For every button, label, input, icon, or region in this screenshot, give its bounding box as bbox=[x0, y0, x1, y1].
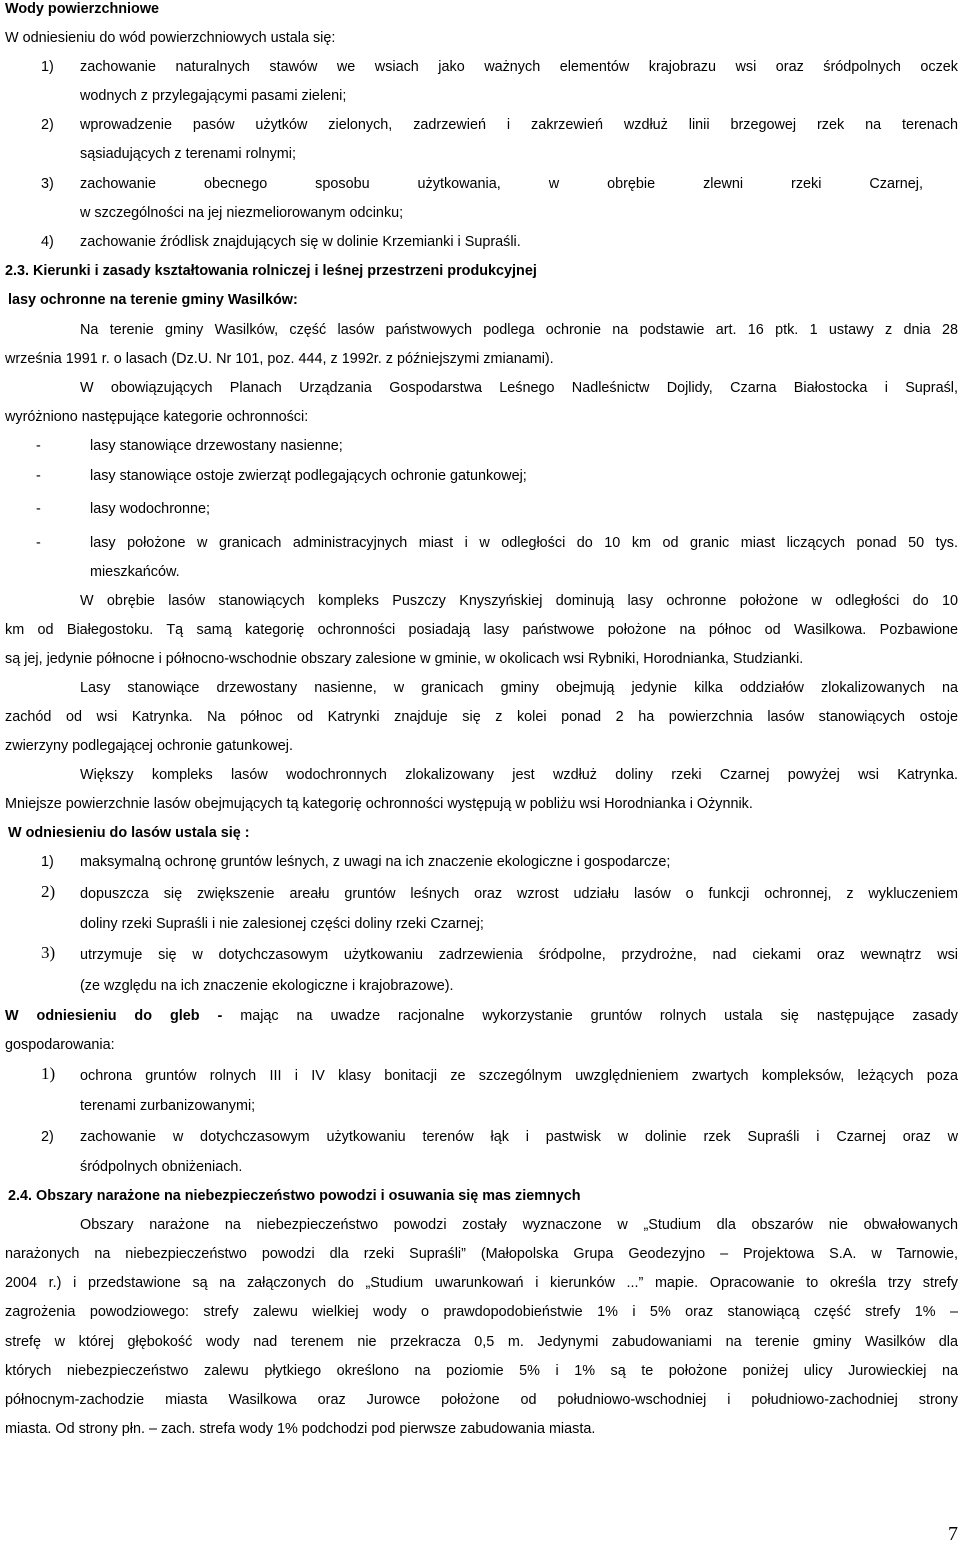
paragraph-line: Na terenie gminy Wasilków, część lasów państwowych podlega ochronie na podstawie art. 16 ptk. 1 ustawy z dnia 28 bbox=[80, 322, 958, 338]
paragraph-line: W obrębie lasów stanowiących kompleks Puszczy Knyszyńskiej dominują lasy ochronne położone w odległości do 10 bbox=[80, 593, 958, 609]
dash-bullet: - bbox=[36, 438, 41, 454]
soils-heading-rest: mając na uwadze racjonalne wykorzystanie gruntów rolnych ustala się następujące zasady bbox=[222, 1008, 958, 1024]
section-heading-surface-water: Wody powierzchniowe bbox=[5, 1, 160, 17]
list-item-text: wodnych z przylegającymi pasami zieleni; bbox=[80, 88, 347, 104]
paragraph-line: zwierzyny podlegającej ochronie gatunkowej. bbox=[5, 738, 293, 754]
list-item-text: (ze względu na ich znaczenie ekologiczne i krajobrazowe). bbox=[80, 978, 454, 994]
list-item-text: ochrona gruntów rolnych III i IV klasy bonitacji ze szczególnym uwzględnieniem zwartych kompleksów, leżących poza bbox=[80, 1068, 958, 1084]
dash-item-text: lasy stanowiące ostoje zwierząt podlegających ochronie gatunkowej; bbox=[90, 468, 527, 484]
paragraph-line: zagrożenia powodziowego: strefy zalewu wielkiej wody o prawdopodobieństwie 1% i 5% oraz stanowiącą część strefy 1% – bbox=[5, 1304, 958, 1320]
paragraph-line: Większy kompleks lasów wodochronnych zlokalizowany jest wzdłuż doliny rzeki Czarnej powyżej wsi Katrynka. bbox=[80, 767, 958, 783]
paragraph-line: Obszary narażone na niebezpieczeństwo powodzi zostały wyznaczone w „Studium dla obszarów nie obwałowanych bbox=[80, 1217, 958, 1233]
dash-bullet: - bbox=[36, 501, 41, 517]
paragraph-line: są jej, jedynie północne i północno-wschodnie obszary zalesione w gminie, w okolicach wsi Rybniki, Horodnianka, Studzianki. bbox=[5, 651, 804, 667]
list-item-text: śródpolnych obniżeniach. bbox=[80, 1159, 243, 1175]
dash-item-text: mieszkańców. bbox=[90, 564, 180, 580]
paragraph-line: W obowiązujących Planach Urządzania Gospodarstwa Leśnego Nadleśnictw Dojlidy, Czarna Białostocka i Supraśl, bbox=[80, 380, 958, 396]
paragraph-line: narażonych na niebezpieczeństwo powodzi dla rzeki Supraśli” (Małopolska Grupa Geodezyjno – Projektowa S.A. w Tarnowie, bbox=[5, 1246, 958, 1262]
section-heading-2-4: 2.4. Obszary narażone na niebezpieczeństwo powodzi i osuwania się mas ziemnych bbox=[8, 1188, 581, 1204]
dash-item-text: lasy stanowiące drzewostany nasienne; bbox=[90, 438, 343, 454]
list-item-text: wprowadzenie pasów użytków zielonych, zadrzewień i zakrzewień wzdłuż linii brzegowej rzek na terenach bbox=[80, 117, 958, 133]
soils-heading-continuation: gospodarowania: bbox=[5, 1037, 115, 1053]
list-item-text: doliny rzeki Supraśli i nie zalesionej części doliny rzeki Czarnej; bbox=[80, 916, 484, 932]
list-number: 1) bbox=[41, 1064, 56, 1083]
paragraph-line: września 1991 r. o lasach (Dz.U. Nr 101, poz. 444, z 1992r. z późniejszymi zmianami). bbox=[5, 351, 554, 367]
list-number: 3) bbox=[41, 176, 54, 192]
paragraph-line: 2004 r.) i przedstawione są na załączonych do „Studium uwarunkowań i kierunków ...” mapie. Opracowanie to określa trzy strefy bbox=[5, 1275, 958, 1291]
list-item-text: terenami zurbanizowanymi; bbox=[80, 1098, 256, 1114]
list-number: 2) bbox=[41, 1129, 54, 1145]
list-item-text: zachowanie źródlisk znajdujących się w dolinie Krzemianki i Supraśli. bbox=[80, 234, 521, 250]
subheading-protective-forests: lasy ochronne na terenie gminy Wasilków: bbox=[8, 292, 298, 308]
list-number: 4) bbox=[41, 234, 54, 250]
forests-heading: W odniesieniu do lasów ustala się : bbox=[8, 825, 250, 841]
list-item-text: maksymalną ochronę gruntów leśnych, z uwagi na ich znaczenie ekologiczne i gospodarcze; bbox=[80, 854, 671, 870]
dash-item-text: lasy położone w granicach administracyjnych miast i w odległości do 10 km od granic miast liczących ponad 50 tys. bbox=[90, 535, 958, 551]
paragraph-line: których niebezpieczeństwo zalewu płytkiego określono na poziomie 5% i 1% są te położone poniżej ulicy Jurowieckiej na bbox=[5, 1363, 958, 1379]
dash-bullet: - bbox=[36, 468, 41, 484]
list-item-text: sąsiadujących z terenami rolnymi; bbox=[80, 146, 296, 162]
paragraph-line: Mniejsze powierzchnie lasów obejmujących tą kategorię ochronności występują w pobliżu wsi Horodnianka i Ożynnik. bbox=[5, 796, 753, 812]
paragraph-line: północnym-zachodzie miasta Wasilkowa oraz Jurowce położone od południowo-wschodniej i południowo-zachodniej strony bbox=[5, 1392, 958, 1408]
section-heading-2-3: 2.3. Kierunki i zasady kształtowania rolniczej i leśnej przestrzeni produkcyjnej bbox=[5, 263, 537, 279]
list-item-text: w szczególności na jej niezmeliorowanym odcinku; bbox=[80, 205, 404, 221]
list-number: 1) bbox=[41, 59, 54, 75]
dash-item-text: lasy wodochronne; bbox=[90, 501, 210, 517]
list-item-text: zachowanie naturalnych stawów we wsiach jako ważnych elementów krajobrazu wsi oraz śródpolnych oczek bbox=[80, 59, 958, 75]
list-item-text: utrzymuje się w dotychczasowym użytkowaniu zadrzewienia śródpolne, przydrożne, nad ciekami oraz wewnątrz wsi bbox=[80, 947, 958, 963]
soils-heading-bold: W odniesieniu do gleb - bbox=[5, 1008, 223, 1024]
paragraph-line: wyróżniono następujące kategorie ochronności: bbox=[5, 409, 309, 425]
list-number: 3) bbox=[41, 943, 56, 962]
paragraph-line: miasta. Od strony płn. – zach. strefa wody 1% podchodzi pod pierwsze zabudowania miasta. bbox=[5, 1421, 596, 1437]
list-number: 1) bbox=[41, 854, 54, 870]
paragraph-line: zachód od wsi Katrynka. Na północ od Katrynki znajduje się z kolei ponad 2 ha powierzchnia lasów stanowiących ostoje bbox=[5, 709, 958, 725]
paragraph-line: Lasy stanowiące drzewostany nasienne, w granicach gminy obejmują jedynie kilka oddziałów zlokalizowanych na bbox=[80, 680, 958, 696]
surface-intro: W odniesieniu do wód powierzchniowych ustala się: bbox=[5, 30, 336, 46]
soils-heading bbox=[5, 1007, 958, 1025]
page-number: 7 bbox=[948, 1523, 958, 1545]
list-number: 2) bbox=[41, 117, 54, 133]
list-number: 2) bbox=[41, 882, 56, 901]
list-item-text: zachowanie obecnego sposobu użytkowania, w obrębie zlewni rzeki Czarnej, bbox=[80, 176, 923, 192]
paragraph-line: strefę w której głębokość wody nad terenem nie przekracza 0,5 m. Jedynymi zabudowaniami na terenie gminy Wasilków dla bbox=[5, 1334, 958, 1350]
dash-bullet: - bbox=[36, 535, 41, 551]
list-item-text: zachowanie w dotychczasowym użytkowaniu terenów łąk i pastwisk w dolinie rzek Supraśli i Czarnej oraz w bbox=[80, 1129, 958, 1145]
paragraph-line: km od Białegostoku. Tą samą kategorię ochronności posiadają lasy państwowe położone na północ od Wasilkowa. Pozbawione bbox=[5, 622, 958, 638]
list-item-text: dopuszcza się zwiększenie areału gruntów leśnych oraz wzrost udziału lasów o funkcji ochronnej, z wykluczeniem bbox=[80, 886, 958, 902]
